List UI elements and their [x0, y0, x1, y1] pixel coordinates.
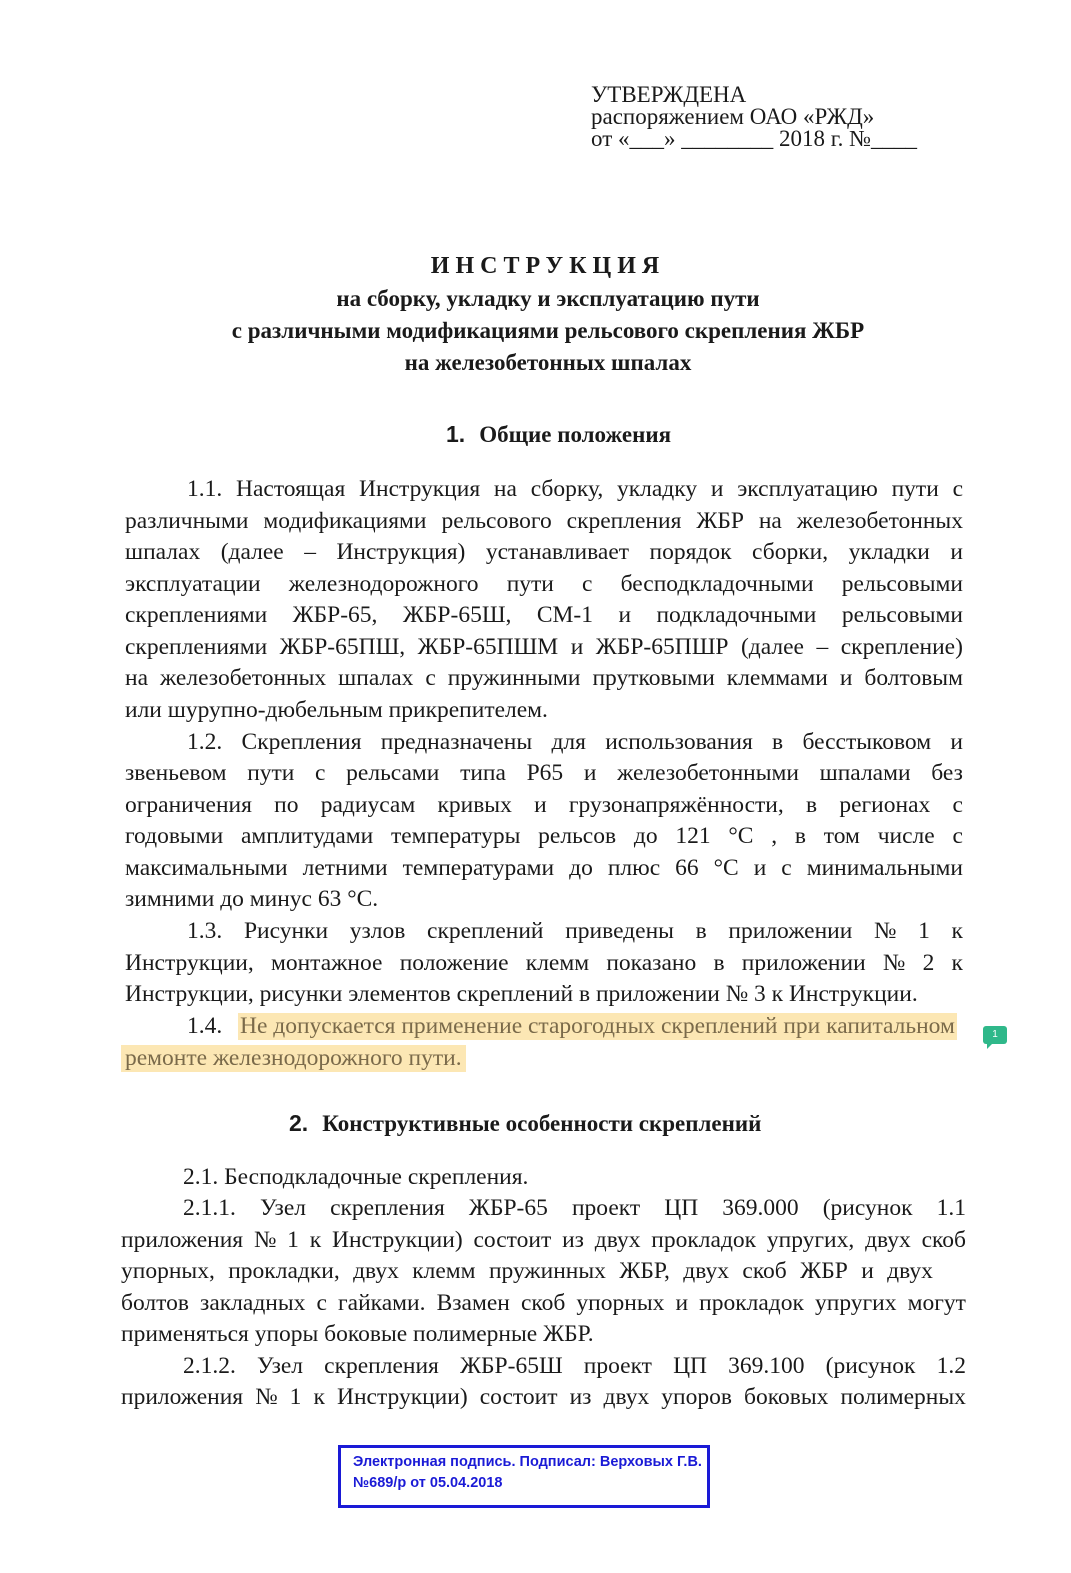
section-1-number: 1.	[446, 421, 466, 447]
document-subtitle-3: на железобетонных шпалах	[404, 350, 692, 375]
p1-1-line: скреплениями ЖБР-65ПШ, ЖБР-65ПШМ и ЖБР-65ПШР (далее – скрепление)	[125, 634, 963, 660]
p2-1-1-line: 2.1.1. Узел скрепления ЖБР-65 проект ЦП 369.000 (рисунок 1.1	[183, 1195, 966, 1221]
p1-3-line: Инструкции, рисунки элементов скреплений в приложении № 3 к Инструкции.	[125, 981, 918, 1007]
document-title: ИНСТРУКЦИЯ	[430, 253, 666, 279]
p2-1-2-line: приложения № 1 к Инструкции) состоит из двух упоров боковых полимерных	[121, 1384, 966, 1410]
section-2-heading	[289, 1110, 761, 1137]
highlighted-text[interactable]: ремонте железнодорожного пути.	[121, 1045, 466, 1072]
p1-1-line: 1.1. Настоящая Инструкция на сборку, укладку и эксплуатацию пути с	[187, 476, 963, 502]
document-subtitle-1: на сборку, укладку и эксплуатацию пути	[336, 286, 760, 311]
stamp-line-1: Электронная подпись. Подписал: Верховых Г.В.	[353, 1454, 702, 1470]
approval-date: от «___» ________ 2018 г. №____	[591, 126, 918, 151]
p1-1-line: или шурупно-дюбельным прикрепителем.	[125, 697, 548, 723]
p1-4-number: 1.4.	[187, 1013, 223, 1039]
section-2-number: 2.	[289, 1110, 309, 1136]
p2-1-1-line: болтов закладных с гайками. Взамен скоб упорных и прокладок упругих могут	[121, 1290, 966, 1316]
section-1-heading	[446, 421, 671, 448]
p1-2-line: 1.2. Скрепления предназначены для использования в бесстыковом и	[187, 729, 963, 755]
p1-1-line: эксплуатации железнодорожного пути с бесподкладочными рельсовыми	[125, 571, 963, 597]
p2-1-1-line: применяться упоры боковые полимерные ЖБР.	[121, 1321, 594, 1347]
stamp-line-2: №689/р от 05.04.2018	[353, 1475, 503, 1491]
signature-stamp	[338, 1445, 710, 1508]
approval-order: распоряжением ОАО «РЖД»	[591, 104, 875, 129]
p2-1-1-line: упорных, прокладки, двух клемм пружинных ЖБР, двух скоб ЖБР и двух	[121, 1258, 933, 1284]
p2-1-2-line: 2.1.2. Узел скрепления ЖБР-65Ш проект ЦП 369.100 (рисунок 1.2	[183, 1353, 966, 1379]
section-1-title: Общие положения	[479, 422, 672, 447]
approval-label: УТВЕРЖДЕНА	[591, 82, 747, 107]
p1-1-line: различными модификациями рельсового скрепления ЖБР на железобетонных	[125, 508, 963, 534]
p1-1-line: на железобетонных шпалах с пружинными прутковыми клеммами и болтовым	[125, 665, 963, 691]
highlighted-text[interactable]: Не допускается применение старогодных скреплений при капитальном	[240, 1013, 955, 1039]
section-2-title: Конструктивные особенности скреплений	[322, 1111, 762, 1136]
p1-1-line: шпалах (далее – Инструкция) устанавливает порядок сборки, укладки и	[125, 539, 963, 565]
p1-2-line: звеньевом пути с рельсами типа Р65 и железобетонными шпалами без	[125, 760, 963, 786]
p1-2-line: максимальными летними температурами до плюс 66 °С и с минимальными	[125, 855, 963, 881]
p1-3-line: 1.3. Рисунки узлов скреплений приведены в приложении № 1 к	[187, 918, 963, 944]
comment-marker-icon[interactable]: 1	[983, 1026, 1007, 1044]
p1-3-line: Инструкции, монтажное положение клемм показано в приложении № 2 к	[125, 950, 963, 976]
document-subtitle-2: с различными модификациями рельсового скрепления ЖБР	[231, 318, 865, 343]
p1-2-line: ограничения по радиусам кривых и грузонапряжённости, в регионах с	[125, 792, 963, 818]
p1-2-line: зимними до минус 63 °С.	[125, 886, 379, 912]
p2-1-1-line: приложения № 1 к Инструкции) состоит из двух прокладок упругих, двух скоб	[121, 1227, 966, 1253]
p1-2-line: годовыми амплитудами температуры рельсов до 121 °С , в том числе с	[125, 823, 963, 849]
p2-1-line: 2.1. Бесподкладочные скрепления.	[183, 1164, 529, 1190]
p1-1-line: скреплениями ЖБР-65, ЖБР-65Ш, СМ-1 и подкладочными рельсовыми	[125, 602, 963, 628]
